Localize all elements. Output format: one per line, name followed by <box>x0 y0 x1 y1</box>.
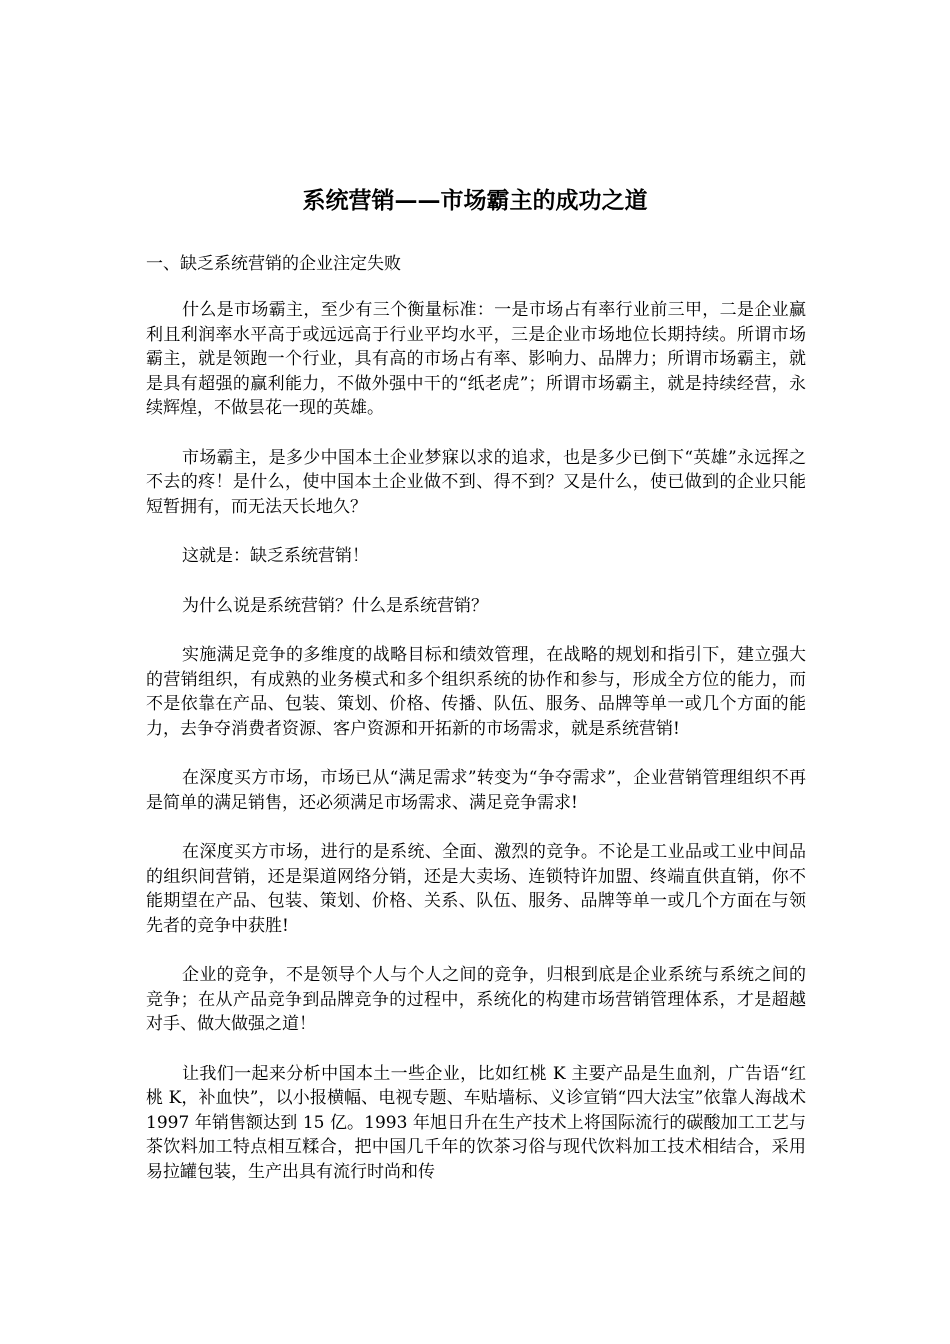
section-heading: 一、缺乏系统营销的企业注定失败 <box>146 254 401 274</box>
document-title: 系统营销——市场霸主的成功之道 <box>302 187 648 214</box>
paragraph: 在深度买方市场，市场已从“满足需求”转变为“争夺需求”，企业营销管理组织不再是简单的满足销售，还必须满足市场需求、满足竞争需求! <box>146 768 806 813</box>
paragraph: 企业的竞争，不是领导个人与个人之间的竞争，归根到底是企业系统与系统之间的竞争；在从产品竞争到品牌竞争的过程中，系统化的构建市场营销管理体系，才是超越对手、做大做强之道！ <box>146 965 806 1034</box>
paragraph: 在深度买方市场，进行的是系统、全面、激烈的竞争。不论是工业品或工业中间品的组织间营销，还是渠道网络分销，还是大卖场、连锁特许加盟、终端直供直销，你不能期望在产品、包装、策划、价格、关系、队伍、服务、品牌等单一或几个方面在与领先者的竞争中获胜! <box>146 842 806 936</box>
paragraph: 实施满足竞争的多维度的战略目标和绩效管理，在战略的规划和指引下，建立强大的营销组织，有成熟的业务模式和多个组织系统的协作和参与，形成全方位的能力，而不是依靠在产品、包装、策划、价格、传播、队伍、服务、品牌等单一或几个方面的能力，去争夺消费者资源、客户资源和开拓新的市场需求，就是系统营销! <box>146 645 806 739</box>
paragraph: 这就是：缺乏系统营销！ <box>182 546 369 566</box>
paragraph: 市场霸主，是多少中国本土企业梦寐以求的追求，也是多少已倒下“英雄”永远挥之不去的疼！是什么，使中国本土企业做不到、得不到？又是什么，使已做到的企业只能短暂拥有，而无法天长地久？ <box>146 447 806 517</box>
document-body <box>146 298 806 1209</box>
paragraph: 让我们一起来分析中国本土一些企业，比如红桃 K 主要产品是生血剂，广告语“红桃 K，补血快”，以小报横幅、电视专题、车贴墙标、义诊宣销“四大法宝”依靠人海战术 1997 年销售额达到 15 亿。1993 年旭日升在生产技术上将国际流行的碳酸加工工艺与茶饮料加工特点相互糅合，把中国几千年的饮茶习俗与现代饮料加工技术相结合，采用易拉罐包装，生产出具有流行时尚和传 <box>146 1063 806 1182</box>
paragraph: 为什么说是系统营销？什么是系统营销？ <box>182 595 488 616</box>
paragraph: 什么是市场霸主，至少有三个衡量标准：一是市场占有率行业前三甲，二是企业赢利且利润率水平高于或远远高于行业平均水平，三是企业市场地位长期持续。所谓市场霸主，就是领跑一个行业，具有高的市场占有率、影响力、品牌力；所谓市场霸主，就是具有超强的赢利能力，不做外强中干的“纸老虎”；所谓市场霸主，就是持续经营，永续辉煌，不做昙花一现的英雄。 <box>146 300 806 418</box>
